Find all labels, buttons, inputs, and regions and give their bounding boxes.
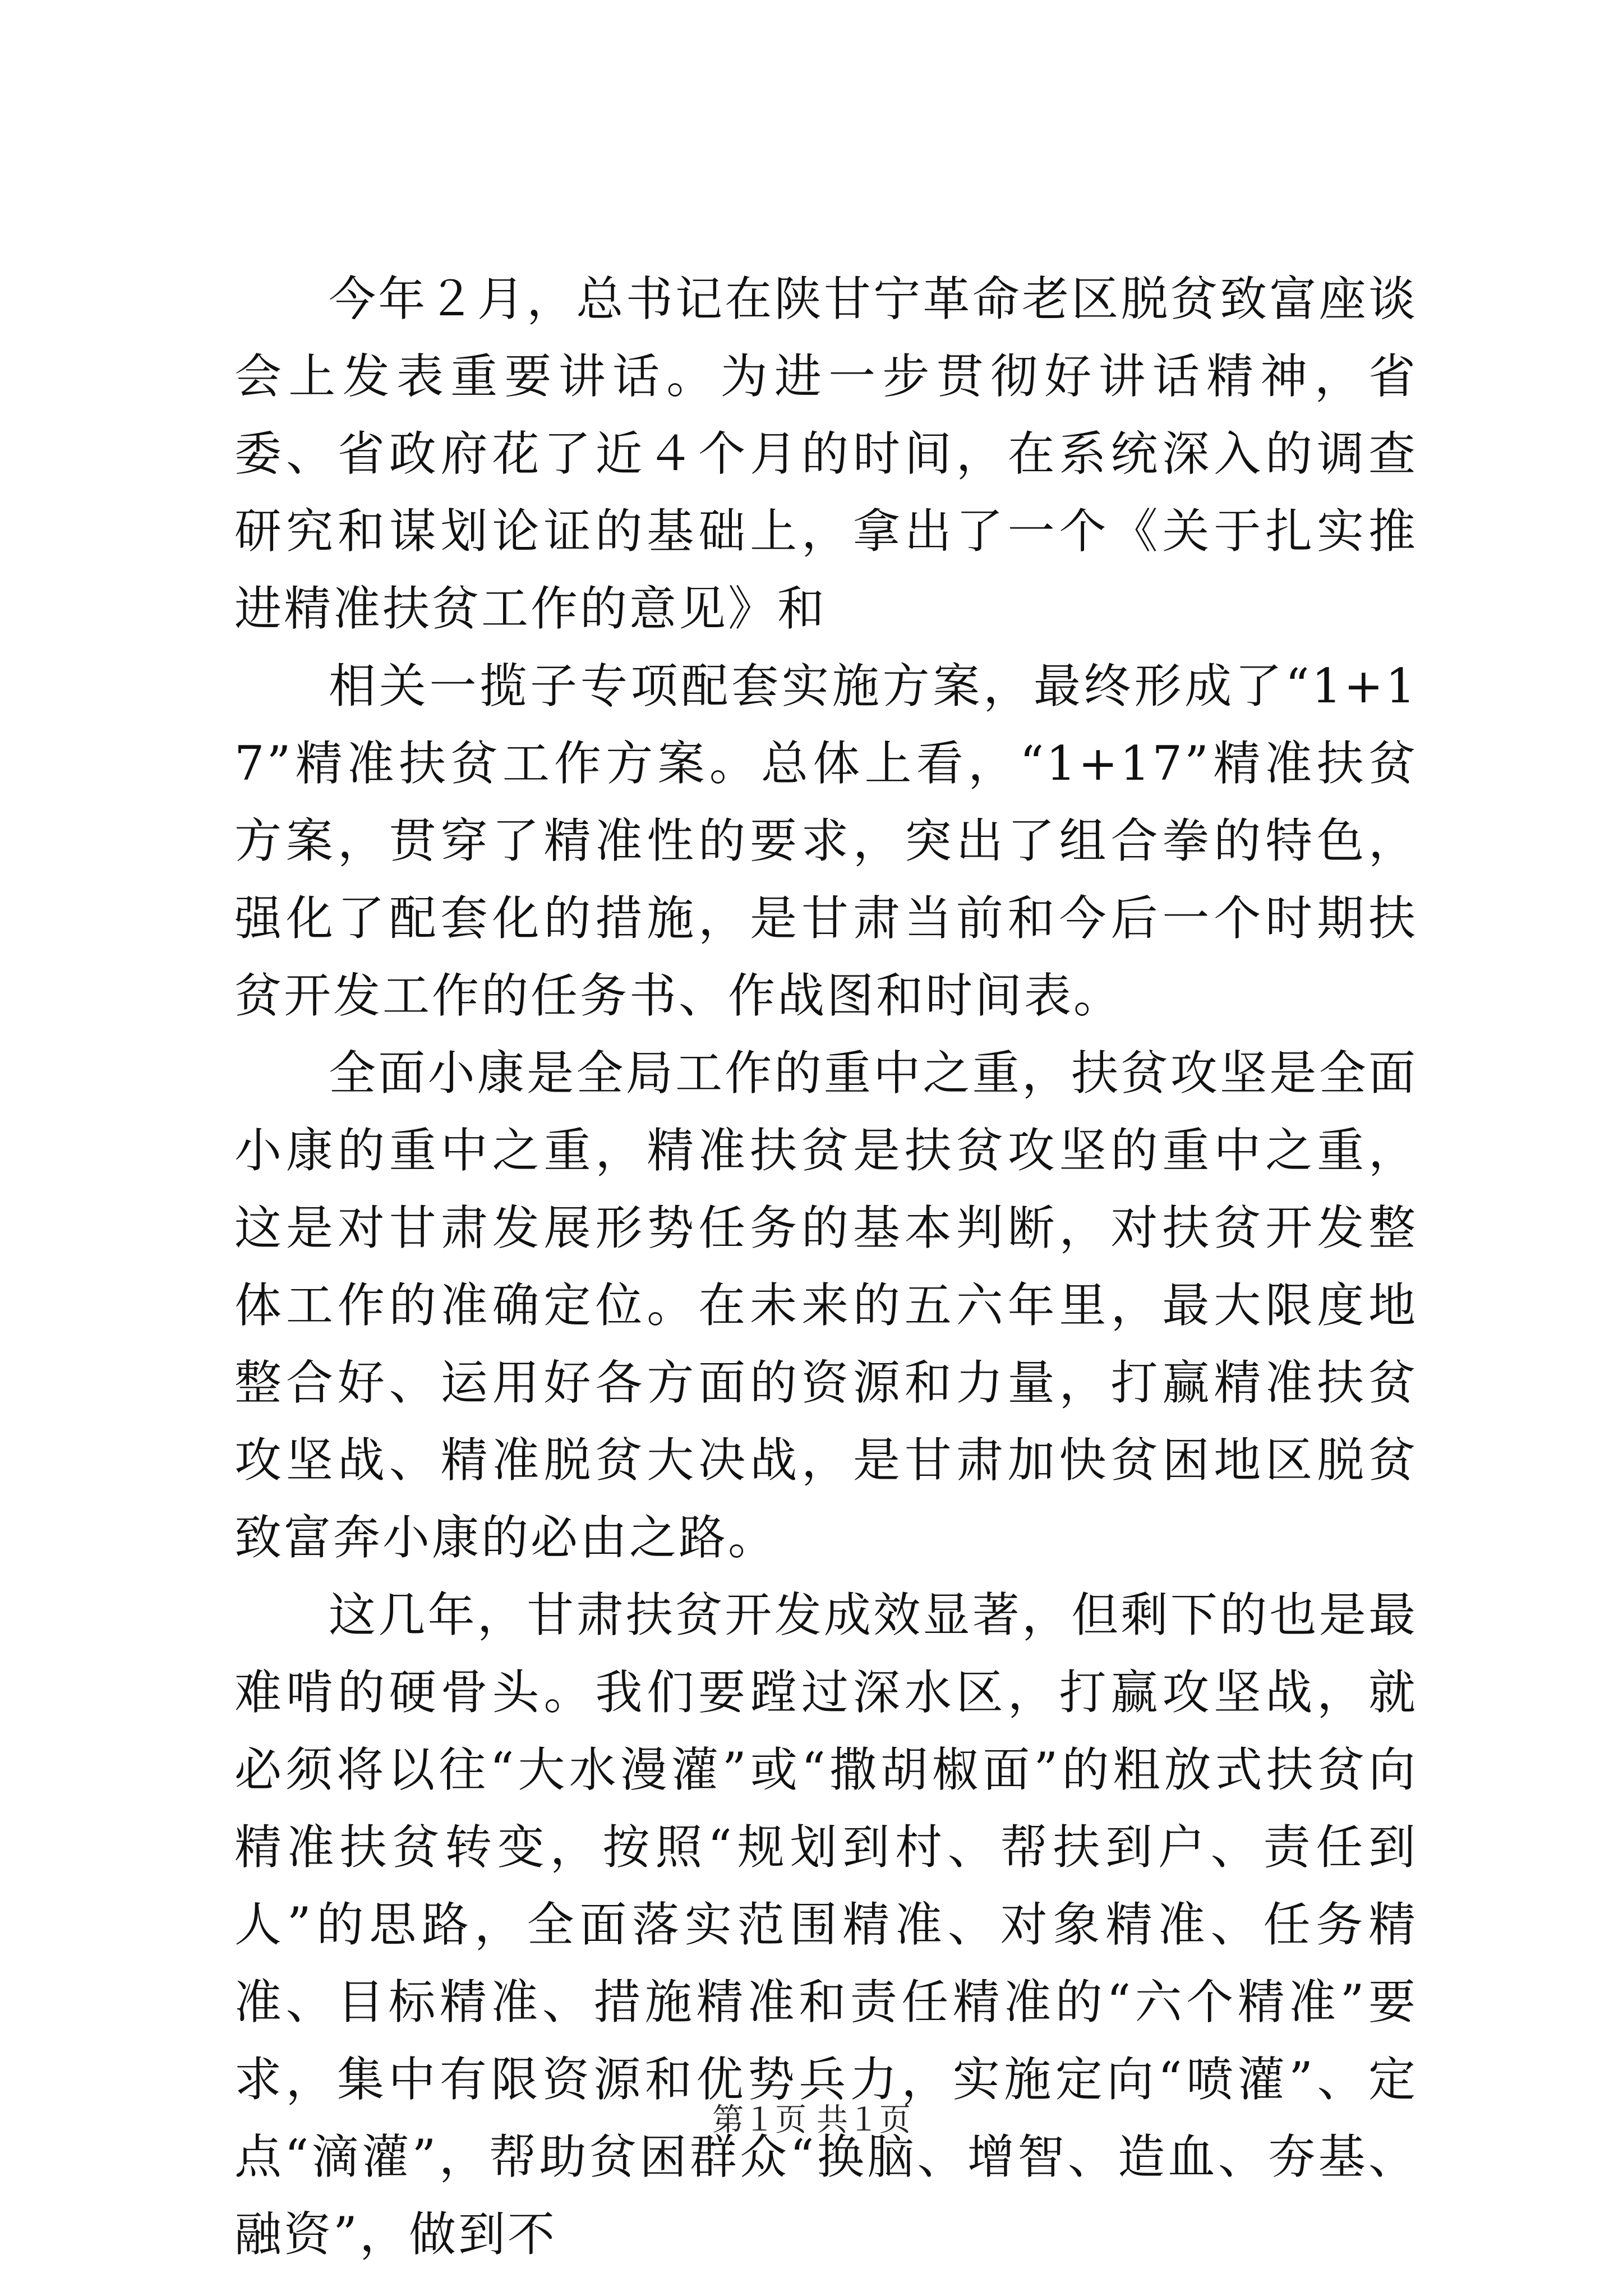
page-footer: 第１页 共１页 (712, 2102, 911, 2138)
paragraph-2: 相关一揽子专项配套实施方案，最终形成了“1+17”精准扶贫工作方案。总体上看，“1+17”精准扶贫方案，贯穿了精准性的要求，突出了组合拳的特色，强化了配套化的措施，是甘肃当前和今后一个时期扶贫开发工作的任务书、作战图和时间表。 (234, 659, 1418, 1023)
paragraph-4: 这几年，甘肃扶贫开发成效显著，但剩下的也是最难啃的硬骨头。我们要蹚过深水区，打赢攻坚战，就必须将以往“大水漫灌”或“撒胡椒面”的粗放式扶贫向精准扶贫转变，按照“规划到村、帮扶到户、责任到人”的思路，全面落实范围精准、对象精准、任务精准、目标精准、措施精准和责任精准的“六个精准”要求，集中有限资源和优势兵力，实施定向“喷灌”、定点“滴灌”，帮助贫困群众“换脑、增智、造血、夯基、融资”，做到不 (234, 1588, 1418, 2262)
paragraph-3: 全面小康是全局工作的重中之重，扶贫攻坚是全面小康的重中之重，精准扶贫是扶贫攻坚的重中之重，这是对甘肃发展形势任务的基本判断，对扶贫开发整体工作的准确定位。在未来的五六年里，最大限度地整合好、运用好各方面的资源和力量，打赢精准扶贫攻坚战、精准脱贫大决战，是甘肃加快贫困地区脱贫致富奔小康的必由之路。 (234, 1046, 1418, 1565)
document-body (234, 260, 1418, 2273)
paragraph-1: 今年２月，总书记在陕甘宁革命老区脱贫致富座谈会上发表重要讲话。为进一步贯彻好讲话精神，省委、省政府花了近４个月的时间，在系统深入的调查研究和谋划论证的基础上，拿出了一个《关于扎实推进精准扶贫工作的意见》和 (234, 272, 1418, 636)
